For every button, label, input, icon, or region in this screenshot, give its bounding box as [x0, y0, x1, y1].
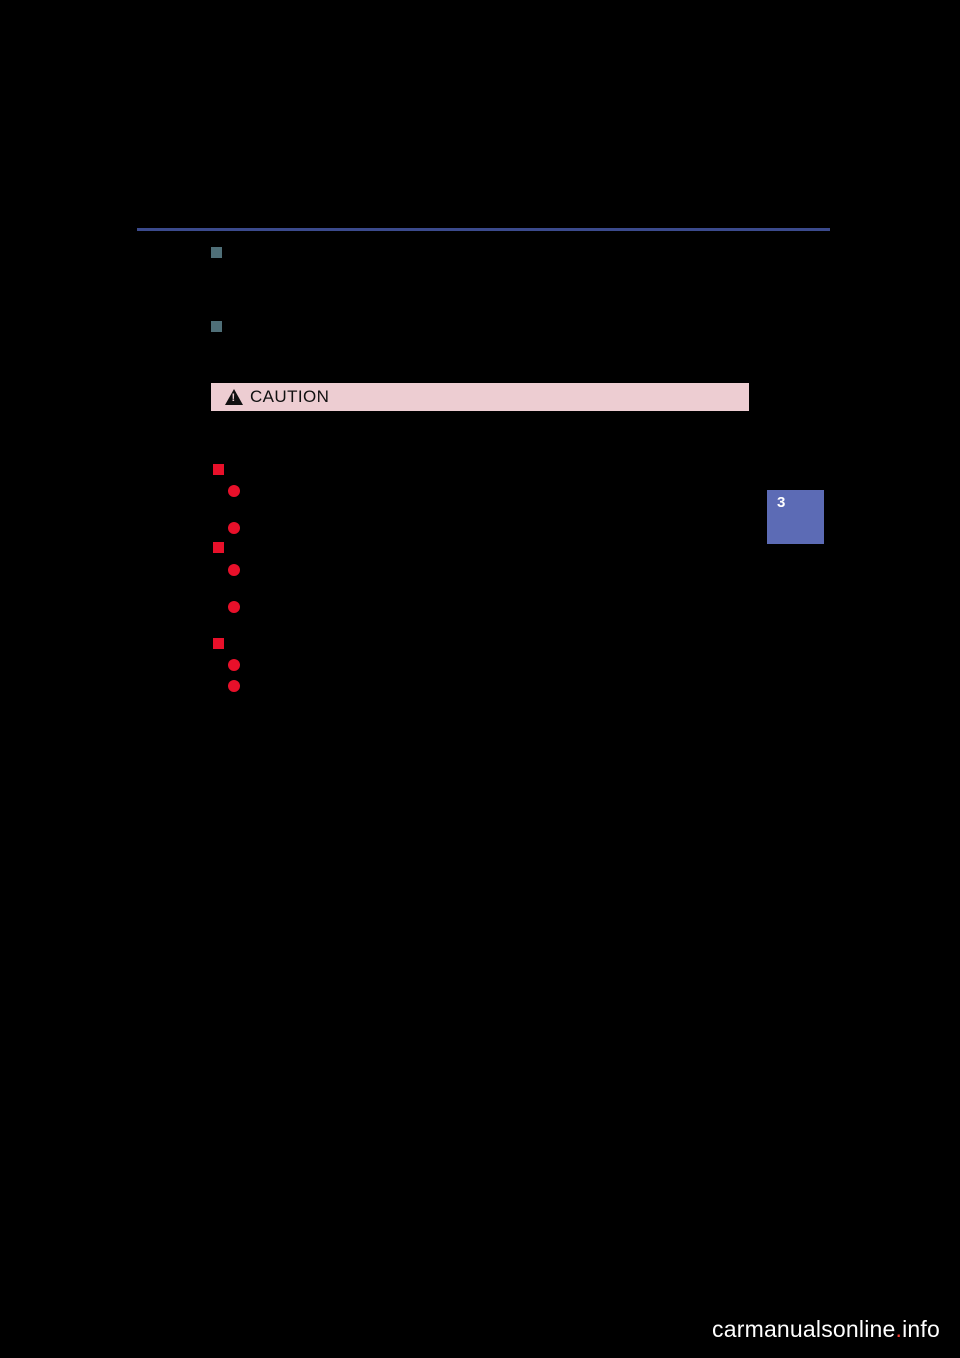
caution-bullet [228, 659, 240, 671]
warning-triangle-icon [225, 389, 243, 405]
caution-bullet [228, 522, 240, 534]
caution-label: CAUTION [250, 387, 330, 406]
watermark-text-after: info [902, 1316, 940, 1342]
caution-banner [211, 383, 749, 411]
caution-subsection-marker [213, 464, 224, 475]
section-header-rule [137, 228, 830, 231]
chapter-tab-number: 3 [777, 494, 786, 511]
watermark-text-before: carmanualsonline [712, 1316, 896, 1342]
section-marker-square [211, 321, 222, 332]
caution-bullet [228, 564, 240, 576]
caution-bullet [228, 601, 240, 613]
site-watermark [600, 1316, 940, 1344]
chapter-tab [767, 490, 824, 544]
section-marker-square [211, 247, 222, 258]
caution-subsection-marker [213, 638, 224, 649]
caution-bullet [228, 485, 240, 497]
watermark-dot: . [895, 1316, 903, 1342]
caution-subsection-marker [213, 542, 224, 553]
caution-bullet [228, 680, 240, 692]
